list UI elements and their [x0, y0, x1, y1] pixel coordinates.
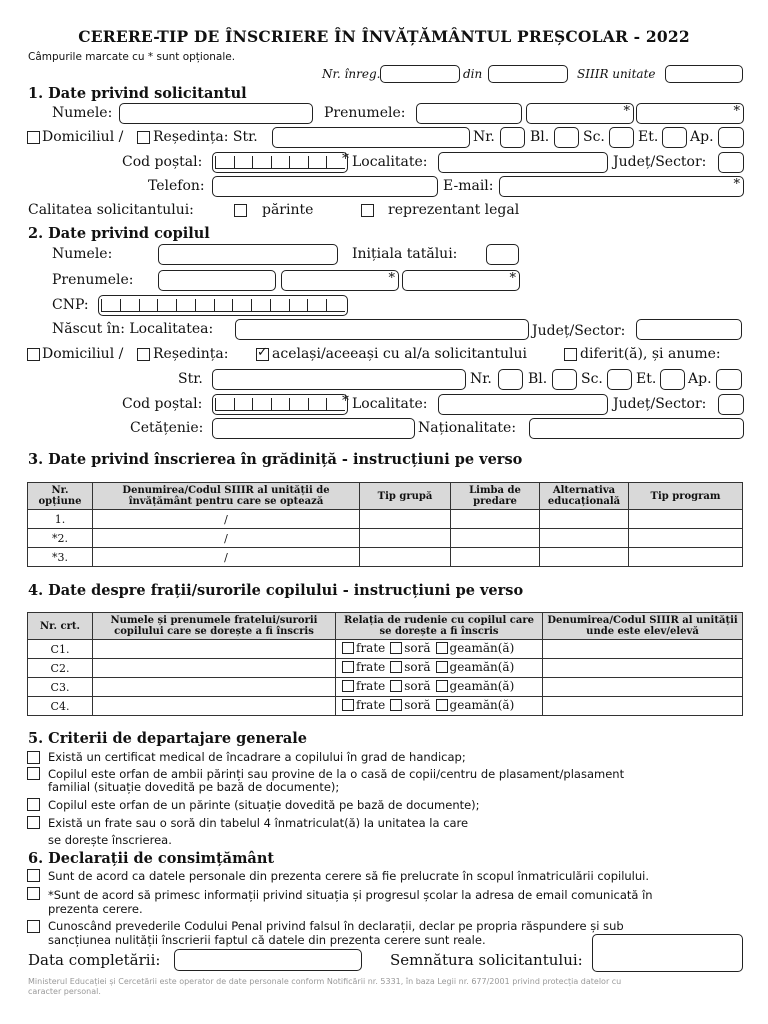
table-row	[28, 640, 743, 659]
consent-3-text-cont: sancțiunea nulității înscrierii faptul că datele din prezenta cerere sunt reale.	[48, 933, 486, 947]
twin-label: geamăn(ă)	[449, 698, 515, 712]
applicant-county-field[interactable]	[718, 152, 744, 173]
cnp-field[interactable]	[98, 295, 348, 316]
unit-cell[interactable]: /	[93, 510, 360, 529]
child-postal-optional-star: *	[342, 393, 349, 409]
twin-checkbox[interactable]	[436, 642, 448, 654]
child-nr-label: Nr.	[470, 371, 492, 387]
sibling-crt: C1.	[28, 640, 93, 659]
child-domicile-checkbox[interactable]	[27, 348, 40, 361]
sibling-name-cell[interactable]	[93, 640, 336, 659]
sister-checkbox[interactable]	[390, 642, 402, 654]
registry-date-field[interactable]	[488, 65, 568, 83]
relation-cell	[336, 697, 543, 716]
siblings-table	[27, 612, 743, 716]
applicant-role-label: Calitatea solicitantului:	[28, 202, 194, 218]
group-cell[interactable]	[360, 548, 451, 567]
twin-label: geamăn(ă)	[449, 679, 515, 693]
sibling-crt: C3.	[28, 678, 93, 697]
postal-optional-star: *	[342, 151, 349, 167]
applicant-bl-field[interactable]	[554, 127, 579, 148]
different-address-checkbox[interactable]	[564, 348, 577, 361]
option-nr: *2.	[28, 529, 93, 548]
applicant-firstname-field-3[interactable]: *	[636, 103, 744, 124]
child-locality-label: Localitate:	[352, 396, 428, 412]
same-address-label: același/aceeași cu al/a solicitantului	[272, 346, 528, 362]
twin-checkbox[interactable]	[436, 680, 448, 692]
sibling-crt: C4.	[28, 697, 93, 716]
twin-checkbox[interactable]	[436, 699, 448, 711]
brother-checkbox[interactable]	[342, 680, 354, 692]
section-1-heading: 1. Date privind solicitantul	[28, 85, 247, 102]
sister-label: soră	[404, 679, 431, 693]
registry-date-label: din	[463, 67, 483, 81]
sibling-unit-cell[interactable]	[543, 697, 743, 716]
sister-label: soră	[404, 660, 431, 674]
criterion-3-text: Copilul este orfan de un părinte (situație dovedită pe bază de documente);	[48, 798, 480, 812]
kindergarten-options-table	[27, 482, 743, 567]
table-row	[28, 678, 743, 697]
birth-county-label: Județ/Sector:	[532, 323, 626, 339]
section-5-heading: 5. Criterii de departajare generale	[28, 730, 307, 747]
applicant-sc-field[interactable]	[609, 127, 634, 148]
section-2-heading: 2. Date privind copilul	[28, 225, 210, 242]
child-bl-label: Bl.	[528, 371, 548, 387]
applicant-bl-label: Bl.	[530, 129, 550, 145]
father-initial-field[interactable]	[486, 244, 519, 265]
col-language: Limba de predare	[451, 483, 540, 510]
consent-2-checkbox[interactable]	[27, 887, 40, 900]
footer-line-2: caracter personal.	[28, 987, 101, 996]
consent-2-text-cont: prezenta cerere.	[48, 902, 143, 916]
applicant-email-label: E-mail:	[443, 178, 494, 194]
form-title: CERERE-TIP DE ÎNSCRIERE ÎN ÎNVĂȚĂMÂNTUL PREȘCOLAR - 2022	[78, 27, 690, 46]
applicant-ap-label: Ap.	[690, 129, 714, 145]
applicant-name-field[interactable]	[119, 103, 313, 124]
unit-cell[interactable]: /	[93, 548, 360, 567]
same-address-checkbox[interactable]	[256, 348, 269, 361]
child-firstname-field-1[interactable]	[158, 270, 276, 291]
cnp-label: CNP:	[52, 297, 89, 313]
table-row	[28, 529, 743, 548]
child-postal-field[interactable]	[212, 394, 348, 415]
table-row	[28, 697, 743, 716]
brother-checkbox[interactable]	[342, 642, 354, 654]
table-row	[28, 548, 743, 567]
relation-cell	[336, 640, 543, 659]
table-row	[28, 510, 743, 529]
applicant-et-label: Et.	[638, 129, 659, 145]
child-firstname-label: Prenumele:	[52, 272, 134, 288]
language-cell[interactable]	[451, 529, 540, 548]
siiir-unit-field[interactable]	[665, 65, 743, 83]
sister-label: soră	[404, 698, 431, 712]
applicant-email-field[interactable]: *	[499, 176, 744, 197]
sibling-unit-cell[interactable]	[543, 640, 743, 659]
siiir-unit-label: SIIIR unitate	[577, 67, 656, 81]
sibling-name-cell[interactable]	[93, 659, 336, 678]
consent-3-checkbox[interactable]	[27, 920, 40, 933]
section-6-heading: 6. Declarații de consimțământ	[28, 850, 275, 867]
sister-checkbox[interactable]	[390, 661, 402, 673]
applicant-street-label: Reședința: Str.	[153, 129, 258, 145]
child-residence-checkbox[interactable]	[137, 348, 150, 361]
child-ap-field[interactable]	[716, 369, 742, 390]
role-parent-label: părinte	[262, 202, 314, 218]
col-sibling-unit: Denumirea/Codul SIIIR al unității unde este elev/elevă	[543, 613, 743, 640]
applicant-residence-checkbox[interactable]	[137, 131, 150, 144]
signature-field[interactable]	[592, 934, 743, 972]
child-postal-label: Cod poștal:	[122, 396, 203, 412]
role-legal-rep-label: reprezentant legal	[388, 202, 520, 218]
criterion-2-checkbox[interactable]	[27, 767, 40, 780]
child-county-field[interactable]	[718, 394, 744, 415]
sister-checkbox[interactable]	[390, 699, 402, 711]
brother-checkbox[interactable]	[342, 699, 354, 711]
program-cell[interactable]	[629, 529, 743, 548]
child-firstname-field-2[interactable]: *	[281, 270, 399, 291]
nationality-field[interactable]	[529, 418, 744, 439]
alternative-cell[interactable]	[540, 510, 629, 529]
criterion-4-text-cont: se dorește înscrierea.	[48, 833, 172, 847]
child-county-label: Județ/Sector:	[613, 396, 707, 412]
child-domicile-label: Domiciliul /	[42, 346, 124, 362]
brother-label: frate	[356, 660, 386, 674]
col-sibling-name: Numele și prenumele fratelui/surorii copilului care se dorește a fi înscris	[93, 613, 336, 640]
section-4-heading: 4. Date despre frații/surorile copilului - instrucțiuni pe verso	[28, 582, 524, 599]
language-cell[interactable]	[451, 548, 540, 567]
applicant-et-field[interactable]	[662, 127, 687, 148]
criterion-1-checkbox[interactable]	[27, 751, 40, 764]
brother-label: frate	[356, 679, 386, 693]
criterion-4-checkbox[interactable]	[27, 816, 40, 829]
sister-checkbox[interactable]	[390, 680, 402, 692]
birth-locality-field[interactable]	[235, 319, 529, 340]
signature-label: Semnătura solicitantului:	[390, 951, 583, 969]
alternative-cell[interactable]	[540, 529, 629, 548]
applicant-domicile-checkbox[interactable]	[27, 131, 40, 144]
applicant-locality-label: Localitate:	[352, 154, 428, 170]
citizenship-field[interactable]	[212, 418, 415, 439]
brother-checkbox[interactable]	[342, 661, 354, 673]
child-residence-label: Reședința:	[153, 346, 229, 362]
brother-label: frate	[356, 698, 386, 712]
applicant-county-label: Județ/Sector:	[613, 154, 707, 170]
optional-note: Câmpurile marcate cu * sunt opționale.	[28, 51, 236, 63]
sibling-crt: C2.	[28, 659, 93, 678]
nationality-label: Naționalitate:	[418, 420, 517, 436]
applicant-postal-label: Cod poștal:	[122, 154, 203, 170]
registry-number-field[interactable]	[380, 65, 460, 83]
twin-label: geamăn(ă)	[449, 641, 515, 655]
col-program-type: Tip program	[629, 483, 743, 510]
completion-date-label: Data completării:	[28, 951, 161, 969]
applicant-ap-field[interactable]	[718, 127, 744, 148]
applicant-firstname-field-2[interactable]: *	[526, 103, 634, 124]
child-street-field[interactable]	[212, 369, 466, 390]
applicant-name-label: Numele:	[52, 105, 113, 121]
relation-cell	[336, 678, 543, 697]
applicant-postal-field[interactable]	[212, 152, 348, 173]
child-locality-field[interactable]	[438, 394, 608, 415]
criterion-2-text-cont: familial (situație dovedită pe bază de documente);	[48, 780, 340, 794]
criterion-2-text: Copilul este orfan de ambii părinți sau provine de la o casă de copii/centru de plasament/plasament	[48, 767, 625, 781]
criterion-4-text: Există un frate sau o soră din tabelul 4 înmatriculat(ă) la unitatea la care	[48, 816, 469, 830]
child-ap-label: Ap.	[688, 371, 712, 387]
consent-1-text: Sunt de acord ca datele personale din prezenta cerere să fie prelucrate în scopul înmatriculării copilului.	[48, 869, 650, 883]
col-relation: Relația de rudenie cu copilul care se dorește a fi înscris	[336, 613, 543, 640]
group-cell[interactable]	[360, 529, 451, 548]
child-bl-field[interactable]	[552, 369, 577, 390]
col-group-type: Tip grupă	[360, 483, 451, 510]
child-nr-field[interactable]	[498, 369, 523, 390]
col-crt: Nr. crt.	[28, 613, 93, 640]
unit-cell[interactable]: /	[93, 529, 360, 548]
program-cell[interactable]	[629, 548, 743, 567]
alternative-cell[interactable]	[540, 548, 629, 567]
birth-locality-label: Născut în: Localitatea:	[52, 321, 214, 337]
table-row	[28, 659, 743, 678]
brother-label: frate	[356, 641, 386, 655]
applicant-nr-label: Nr.	[473, 129, 495, 145]
child-sc-label: Sc.	[581, 371, 603, 387]
sibling-unit-cell[interactable]	[543, 659, 743, 678]
option-nr: 1.	[28, 510, 93, 529]
applicant-sc-label: Sc.	[583, 129, 605, 145]
sibling-unit-cell[interactable]	[543, 678, 743, 697]
group-cell[interactable]	[360, 510, 451, 529]
child-et-field[interactable]	[660, 369, 685, 390]
different-address-label: diferit(ă), și anume:	[580, 346, 721, 362]
completion-date-field[interactable]	[174, 949, 362, 971]
child-et-label: Et.	[636, 371, 657, 387]
col-alternative: Alternativa educațională	[540, 483, 629, 510]
applicant-locality-field[interactable]	[438, 152, 608, 173]
program-cell[interactable]	[629, 510, 743, 529]
citizenship-label: Cetățenie:	[130, 420, 204, 436]
applicant-firstname-label: Prenumele:	[324, 105, 406, 121]
applicant-domicile-label: Domiciliul /	[42, 129, 124, 145]
father-initial-label: Inițiala tatălui:	[352, 246, 458, 262]
section-3-heading: 3. Date privind înscrierea în grădiniță - instrucțiuni pe verso	[28, 451, 523, 468]
sibling-name-cell[interactable]	[93, 697, 336, 716]
twin-label: geamăn(ă)	[449, 660, 515, 674]
footer-line-1: Ministerul Educației și Cercetării este operator de date personale conform Notificării nr. 5331, în baza Legii nr. 677/2001 privind protecția datelor cu	[28, 977, 622, 986]
applicant-phone-field[interactable]	[212, 176, 438, 197]
criterion-3-checkbox[interactable]	[27, 798, 40, 811]
child-sc-field[interactable]	[607, 369, 632, 390]
birth-county-field[interactable]	[636, 319, 742, 340]
option-nr: *3.	[28, 548, 93, 567]
twin-checkbox[interactable]	[436, 661, 448, 673]
sister-label: soră	[404, 641, 431, 655]
col-option-nr: Nr. opțiune	[28, 483, 93, 510]
consent-2-text: *Sunt de acord să primesc informații privind situația și progresul școlar la adresa de email comunicată în	[48, 888, 653, 902]
child-street-label: Str.	[178, 371, 203, 387]
registry-number-label: Nr. înreg.	[322, 67, 381, 81]
language-cell[interactable]	[451, 510, 540, 529]
col-unit-name: Denumirea/Codul SIIIR al unității de învățământ pentru care se optează	[93, 483, 360, 510]
consent-1-checkbox[interactable]	[27, 869, 40, 882]
role-parent-checkbox[interactable]	[234, 204, 247, 217]
child-name-label: Numele:	[52, 246, 113, 262]
sibling-name-cell[interactable]	[93, 678, 336, 697]
consent-3-text: Cunoscând prevederile Codului Penal privind falsul în declarații, declar pe propria răspundere și sub	[48, 919, 624, 933]
child-name-field[interactable]	[158, 244, 338, 265]
role-legal-rep-checkbox[interactable]	[361, 204, 374, 217]
criterion-1-text: Există un certificat medical de încadrare a copilului în grad de handicap;	[48, 750, 466, 764]
child-firstname-field-3[interactable]: *	[402, 270, 520, 291]
applicant-street-field[interactable]	[272, 127, 470, 148]
applicant-nr-field[interactable]	[500, 127, 525, 148]
applicant-phone-label: Telefon:	[148, 178, 205, 194]
applicant-firstname-field-1[interactable]	[416, 103, 522, 124]
relation-cell	[336, 659, 543, 678]
